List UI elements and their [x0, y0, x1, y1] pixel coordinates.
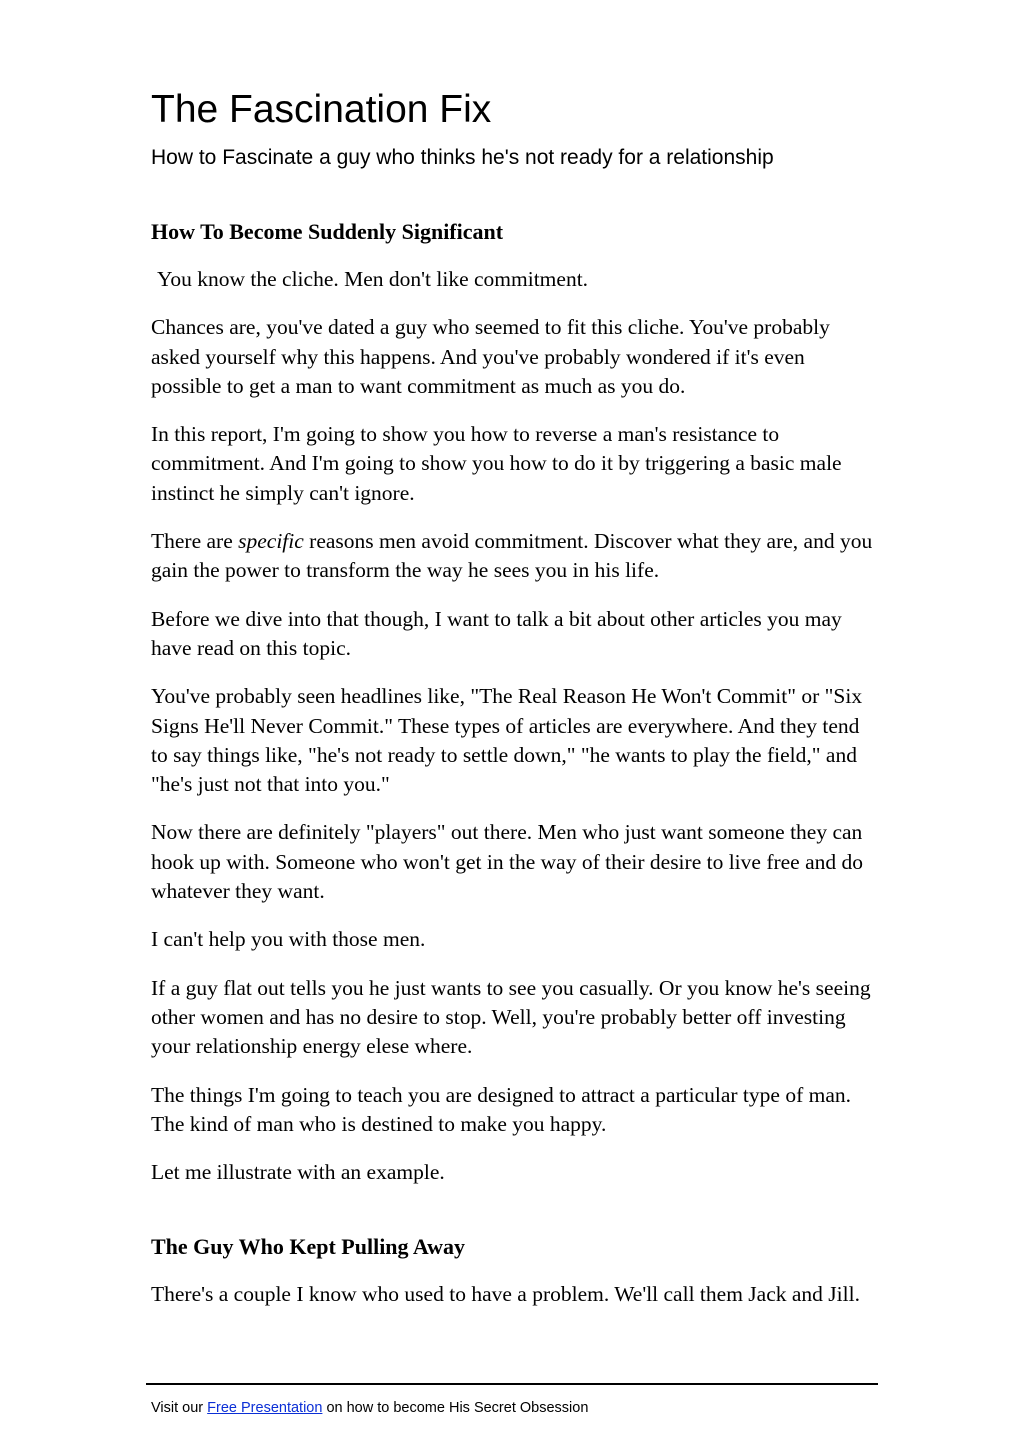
document-page — [151, 86, 876, 1310]
paragraph — [151, 527, 876, 586]
section-heading-significant: How To Become Suddenly Significant — [151, 219, 504, 244]
paragraph: If a guy flat out tells you he just wants to see you casually. Or you know he's seeing other women and has no desire to stop. Well, you're probably better off investing your relationship energy elese where. — [151, 975, 871, 1059]
footer-text: on how to become His Secret Obsession — [322, 1400, 589, 1416]
paragraph-text: reasons men avoid commitment. Discover what they are, and you gain the power to transform the way he sees you in his life. — [151, 529, 873, 583]
page-footer — [151, 1398, 588, 1418]
emphasis-text: specific — [238, 529, 304, 554]
paragraph: You've probably seen headlines like, "The Real Reason He Won't Commit" or "Six Signs He'll Never Commit." These types of articles are everywhere. And they tend to say things like, "he's not ready to settle down," "he wants to play the field," and "he's just not that into you." — [151, 684, 863, 797]
footer-text: Visit our — [151, 1400, 208, 1416]
paragraph: You know the cliche. Men don't like commitment. — [157, 267, 589, 291]
paragraph: Now there are definitely "players" out there. Men who just want someone they can hook up with. Someone who won't get in the way of their desire to live free and do whatever they want. — [151, 820, 864, 904]
paragraph: I can't help you with those men. — [151, 927, 426, 952]
paragraph: The things I'm going to teach you are designed to attract a particular type of man. The kind of man who is destined to make you happy. — [151, 1082, 851, 1136]
section-heading-pulling-away: The Guy Who Kept Pulling Away — [151, 1234, 465, 1260]
footer-divider — [146, 1383, 878, 1385]
paragraph: Before we dive into that though, I want to talk a bit about other articles you may have read on this topic. — [151, 606, 842, 660]
document-title: The Fascination Fix — [151, 88, 492, 131]
paragraph: There's a couple I know who used to have a problem. We'll call them Jack and Jill. — [151, 1282, 860, 1307]
paragraph: Let me illustrate with an example. — [151, 1160, 445, 1185]
free-presentation-link[interactable]: Free Presentation — [207, 1400, 323, 1416]
document-subtitle: How to Fascinate a guy who thinks he's not ready for a relationship — [151, 146, 774, 169]
paragraph: In this report, I'm going to show you how to reverse a man's resistance to commitment. And I'm going to show you how to do it by triggering a basic male instinct he simply can't ignore. — [151, 422, 842, 505]
paragraph: Chances are, you've dated a guy who seemed to fit this cliche. You've probably asked yourself why this happens. And you've probably wondered if it's even possible to get a man to want commitment as much as you do. — [151, 315, 830, 398]
paragraph-text: There are — [151, 529, 239, 554]
